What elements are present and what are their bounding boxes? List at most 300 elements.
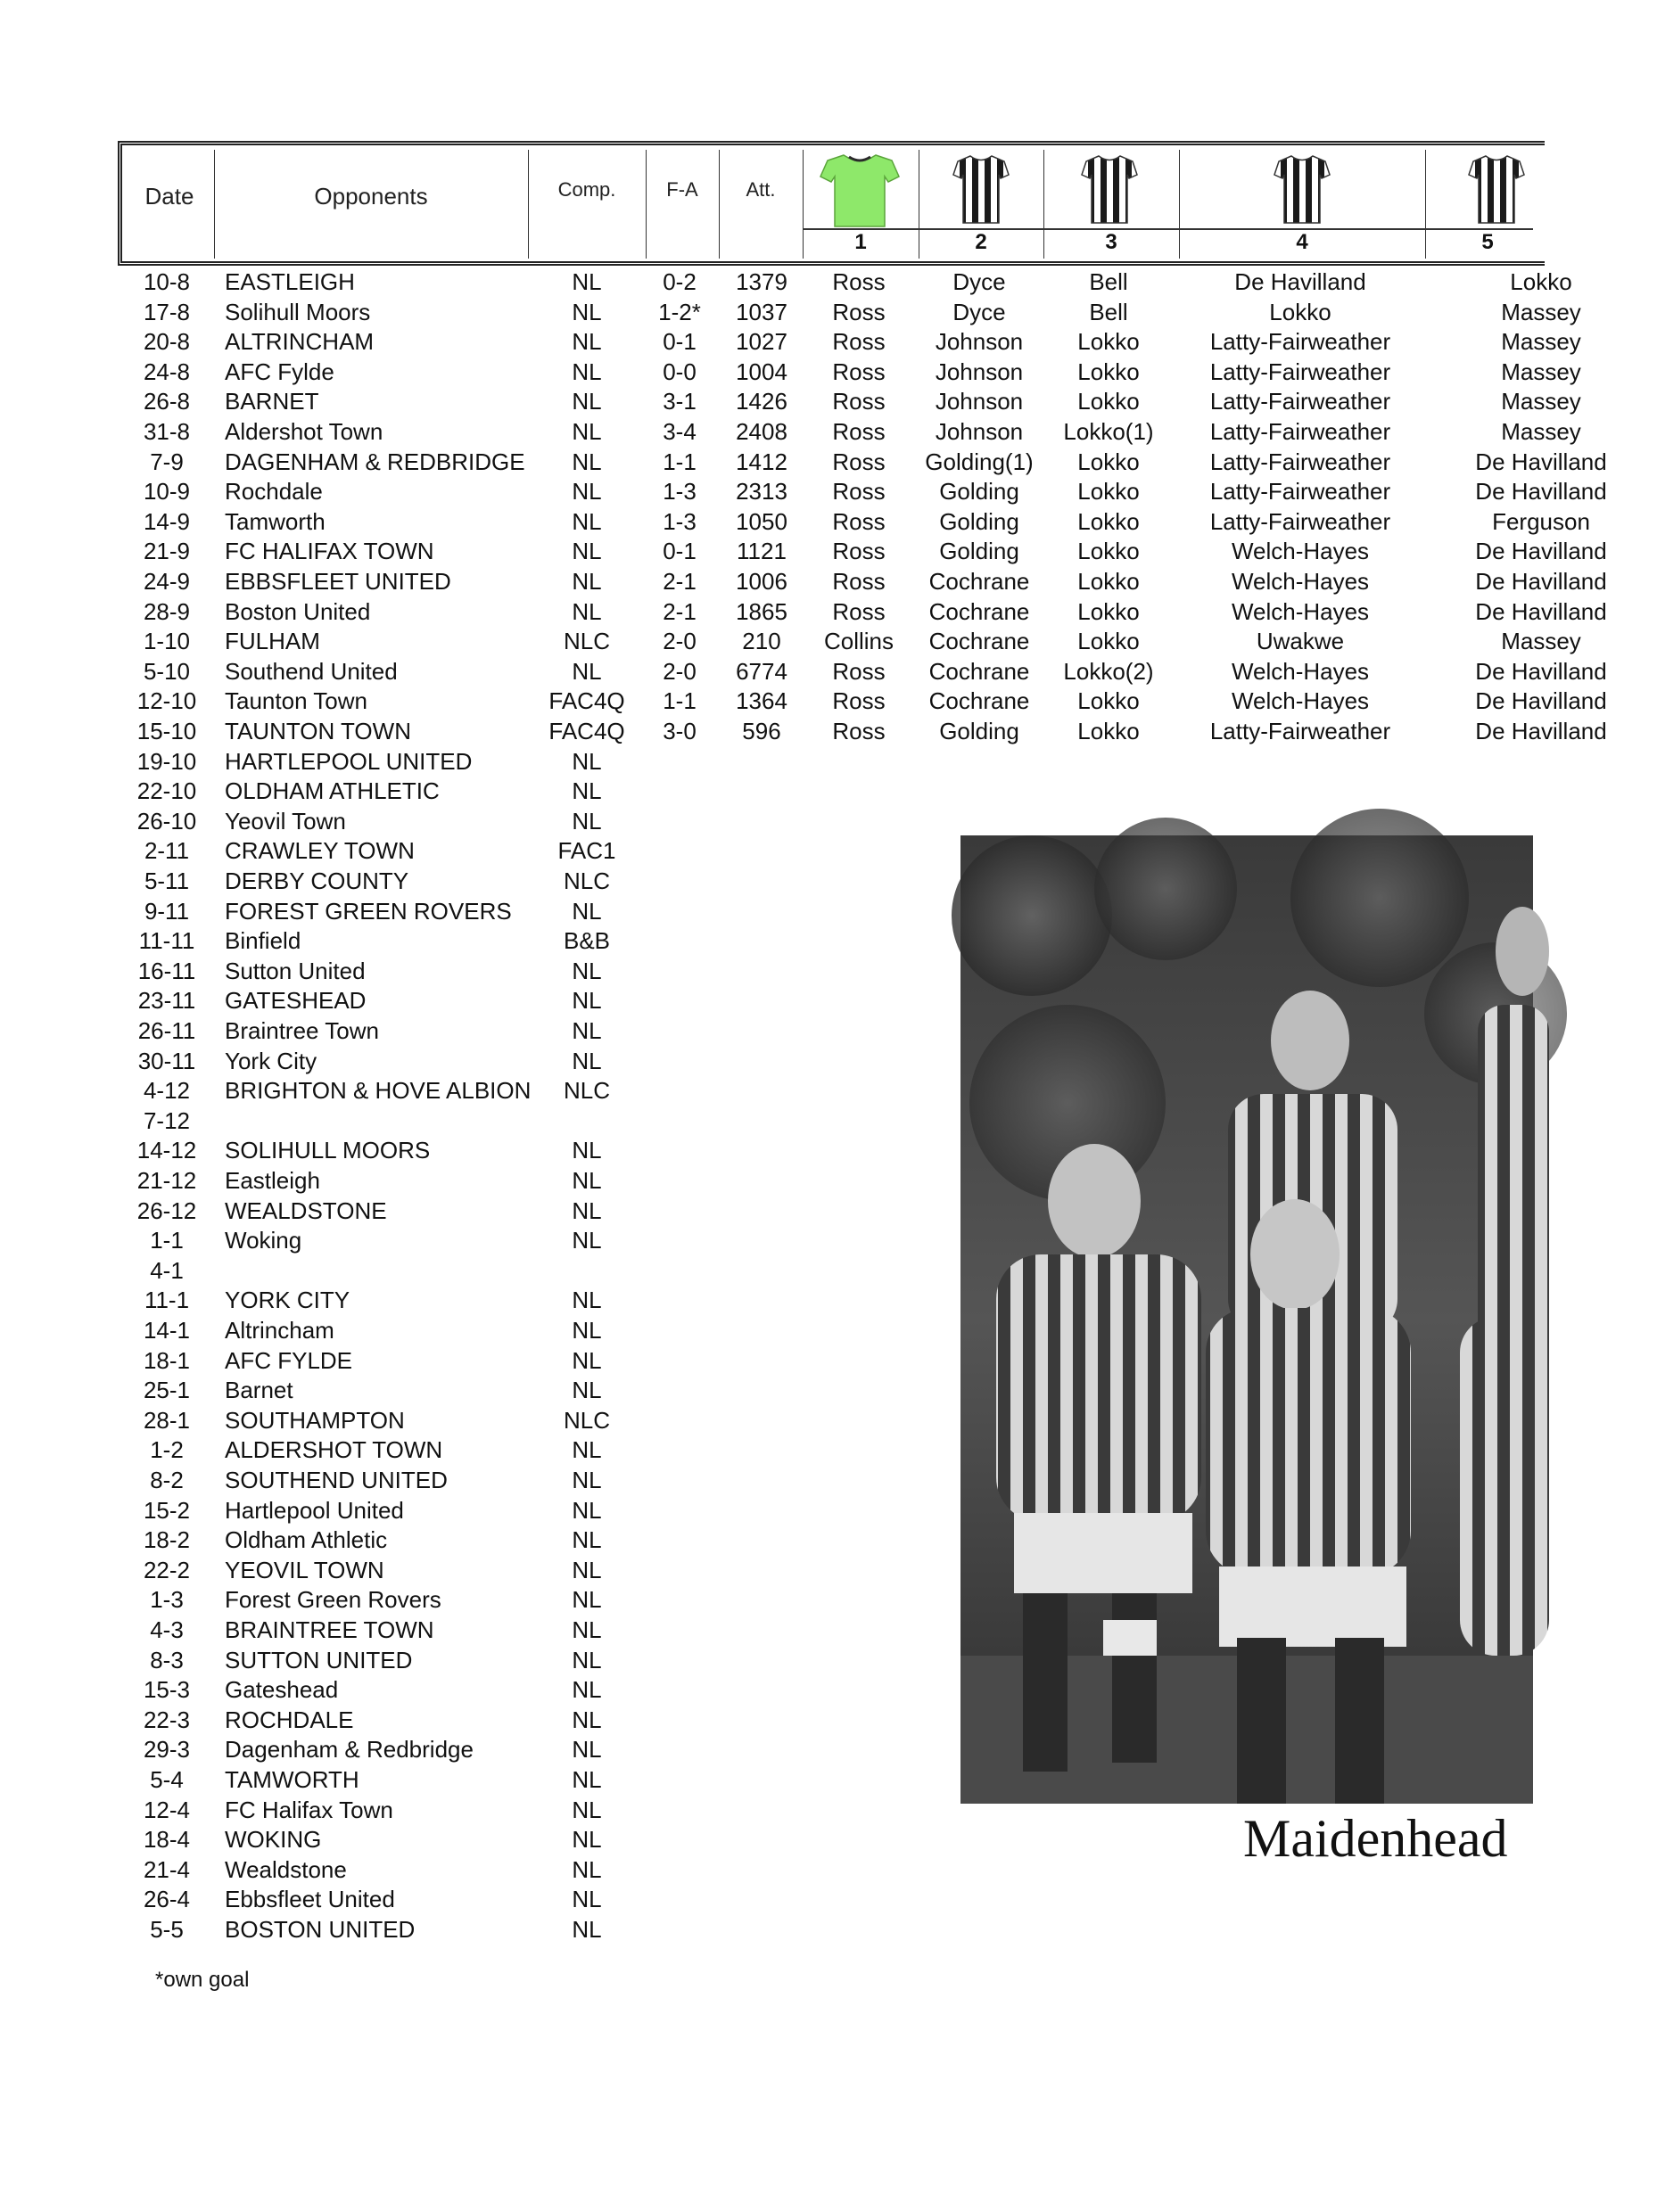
cell-att: 1865 bbox=[736, 597, 787, 625]
cell-opponent: FOREST GREEN ROVERS bbox=[225, 897, 512, 925]
cell-p5: Massey bbox=[1501, 358, 1581, 385]
cell-opponent: HARTLEPOOL UNITED bbox=[225, 747, 473, 775]
cell-date: 8-2 bbox=[150, 1467, 184, 1493]
position-number: 5 bbox=[1481, 230, 1494, 254]
cell-comp: NL bbox=[572, 1377, 602, 1404]
table-row bbox=[0, 747, 1533, 777]
cell-comp: NL bbox=[572, 1017, 602, 1044]
cell-p1: Ross bbox=[832, 388, 886, 415]
cell-date: 21-12 bbox=[136, 1167, 197, 1194]
cell-date: 10-9 bbox=[143, 478, 191, 506]
cell-fa: 3-1 bbox=[663, 388, 697, 415]
cell-p3: Lokko bbox=[1077, 388, 1140, 415]
cell-p2: Cochrane bbox=[928, 568, 1030, 595]
cell-p3: Lokko bbox=[1077, 538, 1140, 565]
cell-opponent: Altrincham bbox=[225, 1317, 334, 1344]
cell-date: 1-3 bbox=[150, 1586, 184, 1614]
cell-opponent: Rochdale bbox=[225, 478, 323, 506]
header-att: Att. bbox=[746, 178, 776, 201]
cell-p5: De Havilland bbox=[1475, 448, 1607, 475]
table-row bbox=[0, 537, 1607, 566]
cell-comp: NL bbox=[572, 897, 602, 925]
cell-opponent: SOLIHULL MOORS bbox=[225, 1137, 431, 1164]
cell-comp: NL bbox=[572, 1317, 602, 1344]
cell-date: 28-9 bbox=[143, 597, 191, 625]
cell-p4: Welch-Hayes bbox=[1231, 687, 1370, 715]
cell-date: 19-10 bbox=[136, 747, 197, 775]
cell-p4: Welch-Hayes bbox=[1231, 568, 1370, 595]
cell-date: 18-1 bbox=[143, 1346, 191, 1374]
cell-p1: Ross bbox=[832, 718, 886, 744]
cell-opponent: ALTRINCHAM bbox=[225, 328, 375, 356]
cell-fa: 2-1 bbox=[663, 597, 697, 625]
cell-comp: NL bbox=[572, 418, 602, 445]
cell-date: 14-9 bbox=[143, 507, 191, 535]
cell-comp: NLC bbox=[563, 1077, 610, 1105]
cell-comp: FAC4Q bbox=[548, 718, 625, 744]
cell-p4: Latty-Fairweather bbox=[1209, 448, 1391, 475]
cell-opponent: EASTLEIGH bbox=[225, 268, 355, 295]
cell-p3: Lokko bbox=[1077, 568, 1140, 595]
cell-opponent: Boston United bbox=[225, 597, 371, 625]
table-row bbox=[0, 417, 1581, 447]
header-opponents: Opponents bbox=[314, 183, 428, 210]
header-divider bbox=[646, 150, 647, 259]
cell-att: 1379 bbox=[736, 268, 787, 295]
table-row bbox=[0, 717, 1607, 746]
cell-comp: NL bbox=[572, 747, 602, 775]
cell-comp: B&B bbox=[563, 927, 611, 955]
cell-comp: NL bbox=[572, 1526, 602, 1554]
cell-p4: Latty-Fairweather bbox=[1209, 507, 1391, 535]
header-fa: F-A bbox=[666, 178, 698, 201]
table-row bbox=[0, 1915, 1533, 1945]
cell-p4: Welch-Hayes bbox=[1231, 538, 1370, 565]
header-date: Date bbox=[144, 183, 194, 210]
cell-p3: Lokko bbox=[1077, 507, 1140, 535]
cell-opponent: Braintree Town bbox=[225, 1017, 379, 1044]
cell-p5: Massey bbox=[1501, 328, 1581, 356]
cell-date: 30-11 bbox=[137, 1047, 196, 1074]
cell-date: 7-12 bbox=[143, 1106, 191, 1134]
cell-date: 21-9 bbox=[143, 538, 191, 565]
position-number: 3 bbox=[1105, 230, 1117, 254]
cell-p3: Lokko bbox=[1077, 687, 1140, 715]
cell-p5: Massey bbox=[1501, 628, 1581, 655]
cell-date: 10-8 bbox=[143, 268, 191, 295]
cell-fa: 0-0 bbox=[663, 358, 697, 385]
cell-opponent: Ebbsfleet United bbox=[225, 1886, 395, 1913]
cell-p4: Welch-Hayes bbox=[1231, 597, 1370, 625]
cell-fa: 0-1 bbox=[663, 538, 697, 565]
cell-opponent: Forest Green Rovers bbox=[225, 1586, 441, 1614]
cell-date: 9-11 bbox=[144, 897, 190, 925]
cell-opponent: ROCHDALE bbox=[225, 1706, 354, 1733]
cell-p5: De Havilland bbox=[1475, 478, 1607, 506]
cell-att: 2313 bbox=[736, 478, 787, 506]
cell-p4: Latty-Fairweather bbox=[1209, 418, 1391, 445]
cell-p4: Latty-Fairweather bbox=[1209, 358, 1391, 385]
table-row bbox=[0, 507, 1590, 537]
cell-comp: NL bbox=[572, 478, 602, 506]
cell-date: 2-11 bbox=[144, 837, 190, 865]
cell-p4: Welch-Hayes bbox=[1231, 657, 1370, 685]
cell-fa: 0-1 bbox=[663, 328, 697, 356]
cell-comp: NL bbox=[572, 448, 602, 475]
cell-date: 5-4 bbox=[150, 1766, 184, 1793]
cell-p1: Ross bbox=[832, 328, 886, 356]
cell-date: 20-8 bbox=[143, 328, 191, 356]
cell-date: 24-8 bbox=[143, 358, 191, 385]
cell-p4: Latty-Fairweather bbox=[1209, 478, 1391, 506]
cell-date: 15-10 bbox=[136, 718, 197, 744]
cell-opponent: SUTTON UNITED bbox=[225, 1646, 413, 1673]
cell-p2: Cochrane bbox=[928, 657, 1030, 685]
cell-fa: 2-1 bbox=[663, 568, 697, 595]
cell-date: 1-1 bbox=[150, 1227, 184, 1254]
cell-p3: Lokko bbox=[1077, 628, 1140, 655]
cell-comp: NL bbox=[572, 1227, 602, 1254]
cell-opponent: TAMWORTH bbox=[225, 1766, 359, 1793]
cell-p3: Lokko bbox=[1077, 358, 1140, 385]
cell-opponent: FC Halifax Town bbox=[225, 1796, 393, 1823]
cell-p1: Ross bbox=[832, 478, 886, 506]
cell-opponent: Binfield bbox=[225, 927, 301, 955]
cell-opponent: Oldham Athletic bbox=[225, 1526, 388, 1554]
cell-comp: NL bbox=[572, 328, 602, 356]
cell-comp: NL bbox=[572, 1855, 602, 1883]
cell-p4: Uwakwe bbox=[1256, 628, 1345, 655]
cell-att: 2408 bbox=[736, 418, 787, 445]
cell-comp: NL bbox=[572, 268, 602, 295]
cell-p2: Golding(1) bbox=[925, 448, 1034, 475]
cell-comp: NL bbox=[572, 1766, 602, 1793]
cell-comp: NL bbox=[572, 1346, 602, 1374]
cell-p1: Ross bbox=[832, 657, 886, 685]
cell-comp: NL bbox=[572, 777, 602, 805]
cell-date: 31-8 bbox=[143, 418, 191, 445]
cell-att: 6774 bbox=[736, 657, 787, 685]
outfield-shirt-icon bbox=[1274, 153, 1331, 225]
cell-att: 1050 bbox=[736, 507, 787, 535]
cell-p5: De Havilland bbox=[1475, 657, 1607, 685]
header-divider bbox=[528, 150, 529, 259]
cell-date: 5-5 bbox=[150, 1916, 184, 1943]
cell-date: 5-10 bbox=[143, 657, 191, 685]
cell-opponent: OLDHAM ATHLETIC bbox=[225, 777, 440, 805]
cell-p2: Cochrane bbox=[928, 597, 1030, 625]
cell-comp: NL bbox=[572, 657, 602, 685]
cell-comp: NL bbox=[572, 1436, 602, 1464]
cell-date: 1-2 bbox=[150, 1436, 184, 1464]
cell-comp: NL bbox=[572, 1467, 602, 1493]
cell-opponent: Woking bbox=[225, 1227, 302, 1254]
cell-att: 1364 bbox=[736, 687, 787, 715]
table-row bbox=[0, 807, 1533, 836]
goalkeeper-shirt-icon bbox=[819, 152, 901, 228]
cell-p4: Latty-Fairweather bbox=[1209, 328, 1391, 356]
cell-p2: Golding bbox=[939, 538, 1019, 565]
cell-p5: De Havilland bbox=[1475, 538, 1607, 565]
cell-p3: Bell bbox=[1089, 268, 1128, 295]
table-row bbox=[0, 597, 1607, 627]
table-row bbox=[0, 298, 1581, 327]
cell-fa: 1-2* bbox=[658, 298, 701, 325]
cell-att: 1004 bbox=[736, 358, 787, 385]
cell-date: 26-11 bbox=[137, 1017, 196, 1044]
cell-opponent: ALDERSHOT TOWN bbox=[225, 1436, 443, 1464]
cell-p2: Dyce bbox=[952, 298, 1006, 325]
cell-date: 18-4 bbox=[143, 1826, 191, 1854]
cell-opponent: FC HALIFAX TOWN bbox=[225, 538, 434, 565]
cell-opponent: Dagenham & Redbridge bbox=[225, 1736, 474, 1764]
cell-date: 22-10 bbox=[136, 777, 197, 805]
table-row bbox=[0, 627, 1581, 656]
cell-p5: Massey bbox=[1501, 388, 1581, 415]
cell-p2: Golding bbox=[939, 507, 1019, 535]
cell-date: 18-2 bbox=[143, 1526, 191, 1554]
cell-att: 1121 bbox=[737, 538, 787, 565]
cell-p1: Ross bbox=[832, 687, 886, 715]
cell-fa: 1-1 bbox=[663, 687, 697, 715]
cell-opponent: Yeovil Town bbox=[225, 807, 346, 835]
table-row bbox=[0, 448, 1607, 477]
cell-comp: NLC bbox=[563, 1406, 610, 1434]
cell-opponent: AFC FYLDE bbox=[225, 1346, 353, 1374]
cell-p1: Ross bbox=[832, 268, 886, 295]
cell-p1: Ross bbox=[832, 448, 886, 475]
cell-p3: Lokko bbox=[1077, 478, 1140, 506]
cell-comp: NL bbox=[572, 807, 602, 835]
cell-p1: Ross bbox=[832, 298, 886, 325]
cell-comp: NL bbox=[572, 1496, 602, 1524]
cell-p4: De Havilland bbox=[1234, 268, 1366, 295]
cell-p5: De Havilland bbox=[1475, 597, 1607, 625]
cell-p2: Dyce bbox=[952, 268, 1006, 295]
cell-att: 596 bbox=[742, 718, 781, 744]
cell-opponent: Southend United bbox=[225, 657, 398, 685]
cell-p1: Ross bbox=[832, 418, 886, 445]
cell-opponent: Solihull Moors bbox=[225, 298, 371, 325]
cell-comp: NL bbox=[572, 1916, 602, 1943]
cell-opponent: BOSTON UNITED bbox=[225, 1916, 416, 1943]
cell-fa: 1-3 bbox=[663, 507, 697, 535]
cell-p2: Johnson bbox=[935, 328, 1024, 356]
cell-opponent: CRAWLEY TOWN bbox=[225, 837, 415, 865]
cell-comp: NL bbox=[572, 597, 602, 625]
cell-opponent: Wealdstone bbox=[225, 1855, 347, 1883]
table-row bbox=[0, 657, 1607, 687]
cell-date: 12-10 bbox=[136, 687, 197, 715]
cell-date: 29-3 bbox=[143, 1736, 191, 1764]
cell-comp: NL bbox=[572, 1706, 602, 1733]
cell-comp: FAC4Q bbox=[548, 687, 625, 715]
cell-p5: De Havilland bbox=[1475, 718, 1607, 744]
cell-att: 1027 bbox=[736, 328, 787, 356]
cell-opponent: York City bbox=[225, 1047, 317, 1074]
table-row bbox=[0, 267, 1572, 297]
cell-p2: Golding bbox=[939, 478, 1019, 506]
cell-opponent: Sutton United bbox=[225, 957, 366, 984]
cell-date: 5-11 bbox=[144, 868, 190, 894]
cell-fa: 1-1 bbox=[663, 448, 697, 475]
cell-date: 14-12 bbox=[136, 1137, 197, 1164]
cell-p2: Golding bbox=[939, 718, 1019, 744]
cell-opponent: YORK CITY bbox=[225, 1287, 350, 1314]
cell-p4: Latty-Fairweather bbox=[1209, 718, 1391, 744]
cell-date: 4-12 bbox=[143, 1077, 191, 1105]
cell-p5: Massey bbox=[1501, 418, 1581, 445]
table-row bbox=[0, 567, 1607, 596]
cell-att: 1412 bbox=[736, 448, 787, 475]
cell-fa: 2-0 bbox=[663, 657, 697, 685]
cell-p3: Bell bbox=[1089, 298, 1128, 325]
cell-comp: NL bbox=[572, 358, 602, 385]
cell-p3: Lokko bbox=[1077, 718, 1140, 744]
cell-p1: Ross bbox=[832, 358, 886, 385]
cell-p3: Lokko bbox=[1077, 448, 1140, 475]
cell-date: 4-3 bbox=[150, 1616, 184, 1643]
cell-comp: NL bbox=[572, 1137, 602, 1164]
cell-date: 14-1 bbox=[143, 1317, 191, 1344]
cell-comp: NL bbox=[572, 1167, 602, 1194]
cell-opponent: WEALDSTONE bbox=[225, 1196, 387, 1224]
table-row bbox=[0, 358, 1581, 387]
cell-date: 15-2 bbox=[143, 1496, 191, 1524]
cell-comp: FAC1 bbox=[557, 837, 616, 865]
cell-p1: Ross bbox=[832, 568, 886, 595]
cell-p2: Cochrane bbox=[928, 628, 1030, 655]
cell-p3: Lokko bbox=[1077, 328, 1140, 356]
cell-opponent: DAGENHAM & REDBRIDGE bbox=[225, 448, 525, 475]
cell-date: 26-10 bbox=[136, 807, 197, 835]
cell-date: 26-8 bbox=[143, 388, 191, 415]
cell-comp: NL bbox=[572, 1616, 602, 1643]
cell-date: 7-9 bbox=[150, 448, 184, 475]
cell-opponent: Hartlepool United bbox=[225, 1496, 404, 1524]
cell-opponent: DERBY COUNTY bbox=[225, 868, 409, 894]
cell-date: 15-3 bbox=[143, 1676, 191, 1704]
cell-comp: NL bbox=[572, 1287, 602, 1314]
cell-comp: NL bbox=[572, 1196, 602, 1224]
cell-date: 1-10 bbox=[143, 628, 191, 655]
cell-comp: NL bbox=[572, 538, 602, 565]
cell-comp: NL bbox=[572, 1586, 602, 1614]
cell-comp: NL bbox=[572, 1796, 602, 1823]
outfield-shirt-icon bbox=[1468, 153, 1525, 225]
cell-p5: De Havilland bbox=[1475, 568, 1607, 595]
cell-opponent: BRIGHTON & HOVE ALBION bbox=[225, 1077, 532, 1105]
cell-p1: Ross bbox=[832, 538, 886, 565]
cell-p2: Johnson bbox=[935, 418, 1024, 445]
cell-comp: NL bbox=[572, 1886, 602, 1913]
cell-comp: NL bbox=[572, 1826, 602, 1854]
cell-date: 4-1 bbox=[150, 1256, 184, 1284]
cell-opponent: BARNET bbox=[225, 388, 319, 415]
cell-p2: Johnson bbox=[935, 358, 1024, 385]
cell-opponent: Aldershot Town bbox=[225, 418, 383, 445]
cell-date: 26-12 bbox=[136, 1196, 197, 1224]
outfield-shirt-icon bbox=[1081, 153, 1138, 225]
cell-opponent: WOKING bbox=[225, 1826, 322, 1854]
cell-att: 210 bbox=[742, 628, 781, 655]
cell-date: 26-4 bbox=[143, 1886, 191, 1913]
cell-date: 16-11 bbox=[137, 957, 196, 984]
cell-p5: Massey bbox=[1501, 298, 1581, 325]
cell-date: 12-4 bbox=[143, 1796, 191, 1823]
position-number: 2 bbox=[975, 230, 987, 254]
header-comp: Comp. bbox=[557, 178, 616, 201]
cell-date: 23-11 bbox=[137, 987, 196, 1015]
cell-comp: NL bbox=[572, 1556, 602, 1583]
cell-comp: NL bbox=[572, 507, 602, 535]
cell-p4: Lokko bbox=[1269, 298, 1331, 325]
cell-p1: Collins bbox=[823, 628, 894, 655]
team-photo-image bbox=[960, 835, 1533, 1804]
team-photo bbox=[960, 835, 1533, 1804]
cell-date: 28-1 bbox=[143, 1406, 191, 1434]
cell-p1: Ross bbox=[832, 507, 886, 535]
position-number: 1 bbox=[854, 230, 867, 254]
cell-date: 25-1 bbox=[143, 1377, 191, 1404]
cell-p5: Ferguson bbox=[1492, 507, 1590, 535]
cell-opponent: SOUTHAMPTON bbox=[225, 1406, 405, 1434]
outfield-shirt-icon bbox=[952, 153, 1010, 225]
header-divider bbox=[719, 150, 720, 259]
cell-opponent: BRAINTREE TOWN bbox=[225, 1616, 434, 1643]
cell-p2: Johnson bbox=[935, 388, 1024, 415]
cell-opponent: Tamworth bbox=[225, 507, 326, 535]
cell-comp: NL bbox=[572, 1676, 602, 1704]
table-row bbox=[0, 327, 1581, 357]
cell-opponent: TAUNTON TOWN bbox=[225, 718, 411, 744]
cell-opponent: Taunton Town bbox=[225, 687, 367, 715]
cell-comp: NLC bbox=[563, 628, 610, 655]
cell-comp: NLC bbox=[563, 868, 610, 894]
photo-caption: Maidenhead bbox=[1243, 1809, 1508, 1868]
cell-opponent: Gateshead bbox=[225, 1676, 339, 1704]
cell-opponent: EBBSFLEET UNITED bbox=[225, 568, 451, 595]
cell-opponent: FULHAM bbox=[225, 628, 320, 655]
cell-att: 1006 bbox=[736, 568, 787, 595]
cell-date: 11-11 bbox=[138, 927, 195, 955]
cell-comp: NL bbox=[572, 1736, 602, 1764]
cell-att: 1037 bbox=[736, 298, 787, 325]
cell-opponent: YEOVIL TOWN bbox=[225, 1556, 384, 1583]
cell-p3: Lokko bbox=[1077, 597, 1140, 625]
cell-fa: 0-2 bbox=[663, 268, 697, 295]
footnote: *own goal bbox=[155, 1968, 250, 1992]
table-row bbox=[0, 1885, 1533, 1914]
cell-date: 17-8 bbox=[143, 298, 191, 325]
cell-fa: 3-4 bbox=[663, 418, 697, 445]
table-row bbox=[0, 777, 1533, 806]
cell-comp: NL bbox=[572, 568, 602, 595]
cell-date: 11-1 bbox=[144, 1287, 190, 1314]
cell-comp: NL bbox=[572, 1047, 602, 1074]
cell-p4: Latty-Fairweather bbox=[1209, 388, 1391, 415]
cell-date: 21-4 bbox=[143, 1855, 191, 1883]
cell-p5: De Havilland bbox=[1475, 687, 1607, 715]
cell-comp: NL bbox=[572, 388, 602, 415]
cell-fa: 1-3 bbox=[663, 478, 697, 506]
cell-comp: NL bbox=[572, 298, 602, 325]
cell-comp: NL bbox=[572, 957, 602, 984]
position-number: 4 bbox=[1296, 230, 1308, 254]
cell-opponent: Eastleigh bbox=[225, 1167, 320, 1194]
table-row bbox=[0, 387, 1581, 416]
cell-opponent: SOUTHEND UNITED bbox=[225, 1467, 448, 1493]
